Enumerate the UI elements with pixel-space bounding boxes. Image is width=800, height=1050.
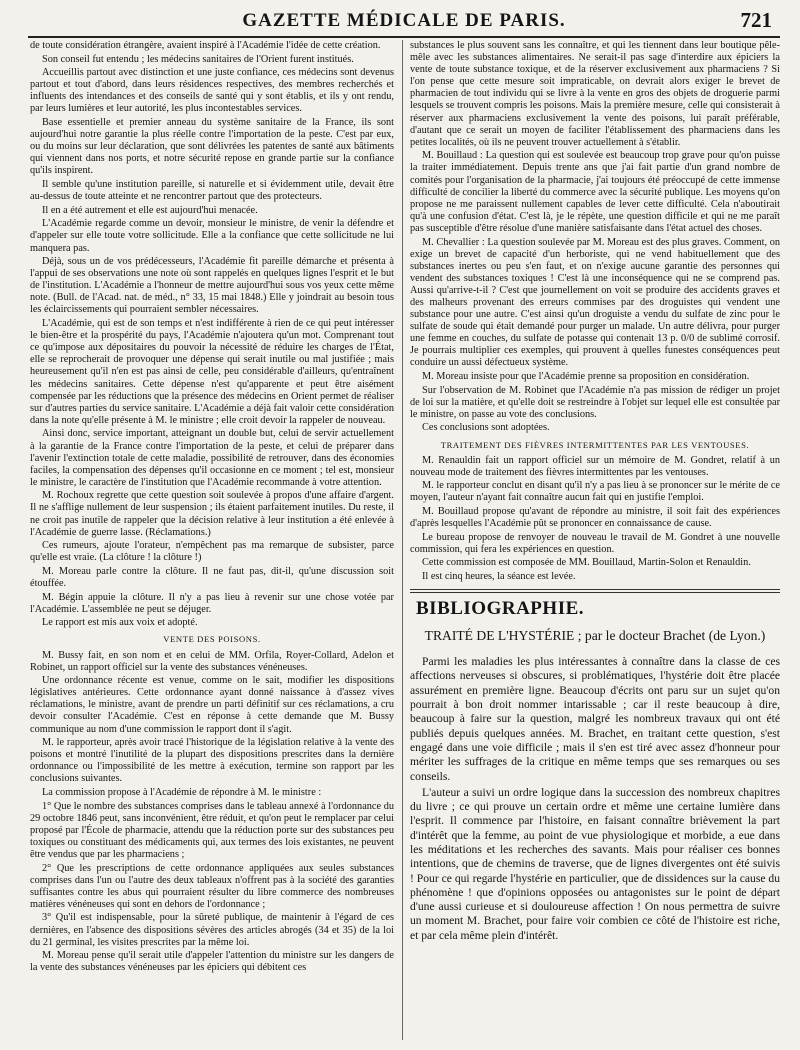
- paragraph: M. Bégin appuie la clôture. Il n'y a pas lieu à revenir sur une chose votée par l'Académie. L'assemblée ne peut se déjuger.: [30, 591, 394, 615]
- column-divider: [402, 40, 403, 1040]
- paragraph: 3° Qu'il est indispensable, pour la sûreté publique, de maintenir à l'égard de ces dernières, en l'absence des dispositions sévères des articles abrogés (34 et 35) de la loi du 21 germinal, les visites prescrites par la même loi.: [30, 912, 394, 948]
- paragraph: Base essentielle et premier anneau du système sanitaire de la France, ils sont aujourd'hui notre garantie la plus réelle contre l'importation de la peste. C'est par eux, ou du moins sur leur déclaration, que sont délivrées les patentes de santé aux bâtiments qui viennent dans nos ports, et notre sécurité repose en grande partie sur la confiance qu'ils inspirent.: [30, 117, 394, 177]
- paragraph: Il semble qu'une institution pareille, si naturelle et si évidemment utile, devait être au-dessus de toute atteinte et ne rencontrer partout que des protecteurs.: [30, 179, 394, 203]
- paragraph: Parmi les maladies les plus intéressantes à connaître dans la classe de ces affections nerveuses si obscures, si problématiques, l'hystérie doit être placée assurément en première ligne. Beaucoup d'écrits ont paru sur un sujet qu'on pourrait à bon droit nommer intarissable ; car il reste beaucoup à dire, beaucoup à faire sur la question, malgré les nombreux travaux qui ont été publiés depuis quelques années. M. Brachet, en traitant cette question, s'est engagé dans une voie difficile ; mais il s'en est tiré avec assez d'honneur pour mériter les suffrages de la critique en même temps que ses remarques ou ses conseils.: [410, 655, 780, 783]
- paragraph: L'Académie regarde comme un devoir, monsieur le ministre, de venir la défendre et d'appeler sur elle toute votre sollicitude. Elle a la confiance que cette sollicitude ne lui manquera pas.: [30, 218, 394, 254]
- bibliography-body: [410, 655, 780, 943]
- paragraph: Son conseil fut entendu ; les médecins sanitaires de l'Orient furent institués.: [42, 53, 354, 65]
- paragraph: Le rapport est mis aux voix et adopté.: [42, 617, 198, 629]
- left-column: [30, 40, 394, 1045]
- paragraph: Cette commission est composée de MM. Bouillaud, Martin-Solon et Renauldin.: [422, 557, 751, 569]
- section-divider: [410, 592, 780, 593]
- paragraph: substances le plus souvent sans les connaître, et qui les tiennent dans leur boutique pêle-mêle avec les substances alimentaires. Ne serait-il pas sage d'interdire aux épiciers la vente de toute substance toxique, et de la réserver exclusivement aux pharmaciens ? Si l'on pense que cette mesure soit impraticable, on devrait alors exiger le brevet de pharmacien de tout individu qui se livre à la vente en gros des objets de droguerie parmi lesquels se trouvent compris les poisons. Mais la première mesure, celle qui consisterait à réserver aux pharmaciens exclusivement la vente des poisons, lui paraît préférable, d'autant que ce serait un moyen de faciliter l'établissement des pharmaciens dans les petites localités, où ils ne peuvent trouver actuellement à s'établir.: [410, 40, 780, 148]
- paragraph: M. Renauldin fait un rapport officiel sur un mémoire de M. Gondret, relatif à un nouveau mode de traitement des fièvres intermittentes par les ventouses.: [410, 454, 780, 478]
- paragraph: M. Moreau pense qu'il serait utile d'appeler l'attention du ministre sur les dangers de la vente des substances vénéneuses par les épiciers qui débitent ces: [30, 950, 394, 974]
- paragraph: L'auteur a suivi un ordre logique dans la succession des nombreux chapitres du livre ; ce qui prouve un certain ordre et même une certaine lumière dans l'esprit. Il commence par l'histoire, en faisant connaître brièvement la part d'intérêt que la femme, au point de vue physiologique et morbide, a eue dans les méditations et les recherches des savants. Mais pour réaliser ces bonnes intentions, que de chemins de traverse, que de lignes divergentes ont été suivis ! Pour ce qui regarde l'hystérie en particulier, que de dissidences sur la cause du phénomène ! que d'opinions opposées ou antagonistes sur le point de départ d'une aussi curieuse et si douloureuse affection ! On nous permettra de suivre un moment M. Brachet, pour faire voir combien ce côté de l'histoire est riche, et par cela même plein d'intérêt.: [410, 785, 780, 942]
- paragraph: M. Bussy fait, en son nom et en celui de MM. Orfila, Royer-Collard, Adelon et Robinet, un rapport officiel sur la vente des substances vénéneuses.: [30, 649, 394, 673]
- page-number: 721: [740, 8, 772, 32]
- page-header: [28, 6, 780, 38]
- paragraph: Le bureau propose de renvoyer de nouveau le travail de M. Gondret à une nouvelle commission, qui fera les expériences en question.: [410, 531, 780, 555]
- bibliography-heading: BIBLIOGRAPHIE.: [416, 598, 585, 620]
- book-title: TRAITÉ DE L'HYSTÉRIE ; par le docteur Brachet (de Lyon.): [424, 628, 766, 644]
- paragraph: 1° Que le nombre des substances comprises dans le tableau annexé à l'ordonnance du 29 octobre 1846 peut, sans inconvénient, être réduit, et qu'on peut le remplacer par celui proposé par l'École de pharmacie, attendu que la réduction porte sur des substances peu toxiques ou constituant des médicaments qui, aux termes des lois existantes, ne peuvent être vendus que par les pharmaciens ;: [30, 800, 394, 860]
- section-title: VENTE DES POISONS.: [163, 634, 261, 645]
- paragraph: Il en a été autrement et elle est aujourd'hui menacée.: [42, 204, 258, 216]
- paragraph: M. Bouillaud : La question qui est soulevée est beaucoup trop grave pour qu'on puisse la traiter immédiatement. Depuis trente ans que j'ai fait partie d'un grand nombre de comités pour l'organisation de la pharmacie, j'ai toujours été préoccupé de cette immense difficulté de concilier la liberté du commerce avec la sécurité publique. Les moyens qu'on propose ne me paraissent nullement capables de lever cette difficulté. Cela n'aboutirait qu'à une confusion d'état. C'est là, je le répète, une question difficile et qui ne me paraît pas susceptible d'être résolue d'une manière satisfaisante dans l'état actuel des choses.: [410, 150, 780, 234]
- paragraph: Accueillis partout avec distinction et une juste confiance, ces médecins sont devenus partout et tout d'abord, dans leurs résidences respectives, des membres recherchés et influents des intendances et des conseils de santé qui y sont établis, et ils y ont rendu, par leurs lumières et leur autorité, les plus incontestables services.: [30, 67, 394, 115]
- paragraph: de toute considération étrangère, avaient inspiré à l'Académie l'idée de cette création.: [30, 40, 381, 51]
- paragraph: Une ordonnance récente est venue, comme on le sait, modifier les dispositions législatives antérieures. Cette ordonnance ayant donné naissance à d'assez vives réclamations, le ministre, avant de prendre un parti définitif sur ces réclamations, a cru devoir consulter l'Académie. C'est en réponse à cette demande que M. Bussy communique au nom d'une commission le rapport dont il s'agit.: [30, 675, 394, 735]
- paragraph: M. le rapporteur conclut en disant qu'il n'y a pas lieu à se prononcer sur le mérite de ce moyen, l'auteur n'ayant fait connaître aucun fait qui en justifie l'emploi.: [410, 480, 780, 504]
- paragraph: M. Chevallier : La question soulevée par M. Moreau est des plus graves. Comment, on exige un brevet de capacité d'un herboriste, qui ne vend habituellement que des substances inertes ou peu s'en faut, et on n'exige aucune garantie des personnes qui vendent des substances toxiques ! C'est là une inconséquence qui ne se comprend pas. Aussi qu'arrive-t-il ? C'est que journellement on voit se produire des accidents graves et des malheurs provenant des erreurs commises par des droguistes qui vendent une substance pour une autre. C'est ainsi qu'un droguiste a vendu du sulfate de zinc pour le sulfate de soude qui était demandé pour purger un malade. Un autre délivra, pour purger une femme en couches, du sulfate de potasse qui contenait 13 p. 0/0 de sublimé corrosif. Je pourrais multiplier ces exemples, qui prouvent à quelles funestes conséquences peut conduire un aussi défectueux système.: [410, 236, 780, 369]
- paragraph: Ces rumeurs, ajoute l'orateur, n'empêchent pas ma remarque de subsister, parce qu'elle est vraie. (La clôture ! la clôture !): [30, 540, 394, 564]
- section-divider: [410, 589, 780, 590]
- paragraph: M. Moreau parle contre la clôture. Il ne faut pas, dit-il, qu'une discussion soit étouffée.: [30, 565, 394, 590]
- paragraph: Il est cinq heures, la séance est levée.: [422, 570, 576, 582]
- paragraph: M. Rochoux regrette que cette question soit soulevée à propos d'une affaire d'argent. Il ne s'afflige nullement de leur suspension ; ils étaient parfaitement inutiles. Du reste, il ne croit pas inutile de rappeler que la décision relative à leur institution a été enlevée à l'Académie de guerre lasse. (Réclamations.): [30, 490, 394, 538]
- paragraph: Sur l'observation de M. Robinet que l'Académie n'a pas mission de rédiger un projet de loi sur la matière, et qu'elle doit se restreindre à l'objet sur lequel elle est consultée par le ministre, on passe au vote des conclusions.: [410, 384, 780, 420]
- paragraph: M. le rapporteur, après avoir tracé l'historique de la législation relative à la vente des poisons et montré l'inutilité de la plupart des dispositions prescrites dans la dernière ordonnance ou l'impossibilité de les mettre à exécution, termine son rapport par les conclusions suivantes.: [30, 737, 394, 785]
- paragraph: 2° Que les prescriptions de cette ordonnance appliquées aux seules substances comprises dans l'un ou l'autre des deux tableaux n'offrent pas à la société des garanties suffisantes contre les abus qui pourraient résulter du libre commerce des nombreuses matières vénéneuses qui sont en dehors de l'ordonnance ;: [30, 862, 394, 910]
- paragraph: Ainsi donc, service important, atteignant un double but, celui de servir actuellement à la garantie de la France contre l'importation de la peste, et celui de préparer dans l'avenir l'extinction totale de cette maladie, possibilité de retrouver, dans des économies faciles, la compensation des dépenses qu'il occasionne en ce moment ; tel est, monsieur le ministre, le caractère de l'institution que l'Académie recommande à votre attention.: [30, 428, 394, 488]
- paragraph: Déjà, sous un de vos prédécesseurs, l'Académie fit pareille démarche et présenta à l'appui de ses observations une note où sont rappelés en quelques lignes l'esprit et le but de l'institution. L'Académie a l'honneur de mettre aujourd'hui sous vos yeux cette même note. (Bull. de l'Acad. nat. de méd., n° 33, 15 mai 1848.) Elle y joindrait au besoin tous les éclaircissements qui pourraient sembler nécessaires.: [30, 256, 394, 316]
- section-title: TRAITEMENT DES FIÈVRES INTERMITTENTES PAR LES VENTOUSES.: [440, 439, 750, 450]
- paragraph: M. Moreau insiste pour que l'Académie prenne sa proposition en considération.: [422, 371, 750, 383]
- right-column: [410, 40, 780, 1045]
- paragraph: Ces conclusions sont adoptées.: [422, 422, 550, 434]
- journal-title: GAZETTE MÉDICALE DE PARIS.: [242, 10, 566, 31]
- paragraph: L'Académie, qui est de son temps et n'est indifférente à rien de ce qui peut intéresser le bien-être et la prospérité du pays, l'Académie n'ajoutera qu'un mot. Comprenant tout ce qu'impose aux dépositaires du pouvoir la nécessité de réduire les charges de l'État, elle se reprocherait de provoquer une dépense qui serait inutile ou mal justifiée ; mais heureusement qu'il n'en est pas ainsi de celle, peu considérable d'ailleurs, qu'entraînent les médecins sanitaires. Cette dépense n'est qu'apparente et peut être aisément compensée par les réductions que la présence des médecins en Orient permet de réaliser sur d'autres parties du service sanitaire. L'Académie a déjà fait valoir cette considération dans la note qu'elle présente à M. le ministre ; elle croit devoir la rappeler de nouveau.: [30, 318, 394, 426]
- paragraph: La commission propose à l'Académie de répondre à M. le ministre :: [42, 787, 322, 799]
- paragraph: M. Bouillaud propose qu'avant de répondre au ministre, il soit fait des expériences d'après lesquelles l'Académie pût se prononcer en connaissance de cause.: [410, 505, 780, 530]
